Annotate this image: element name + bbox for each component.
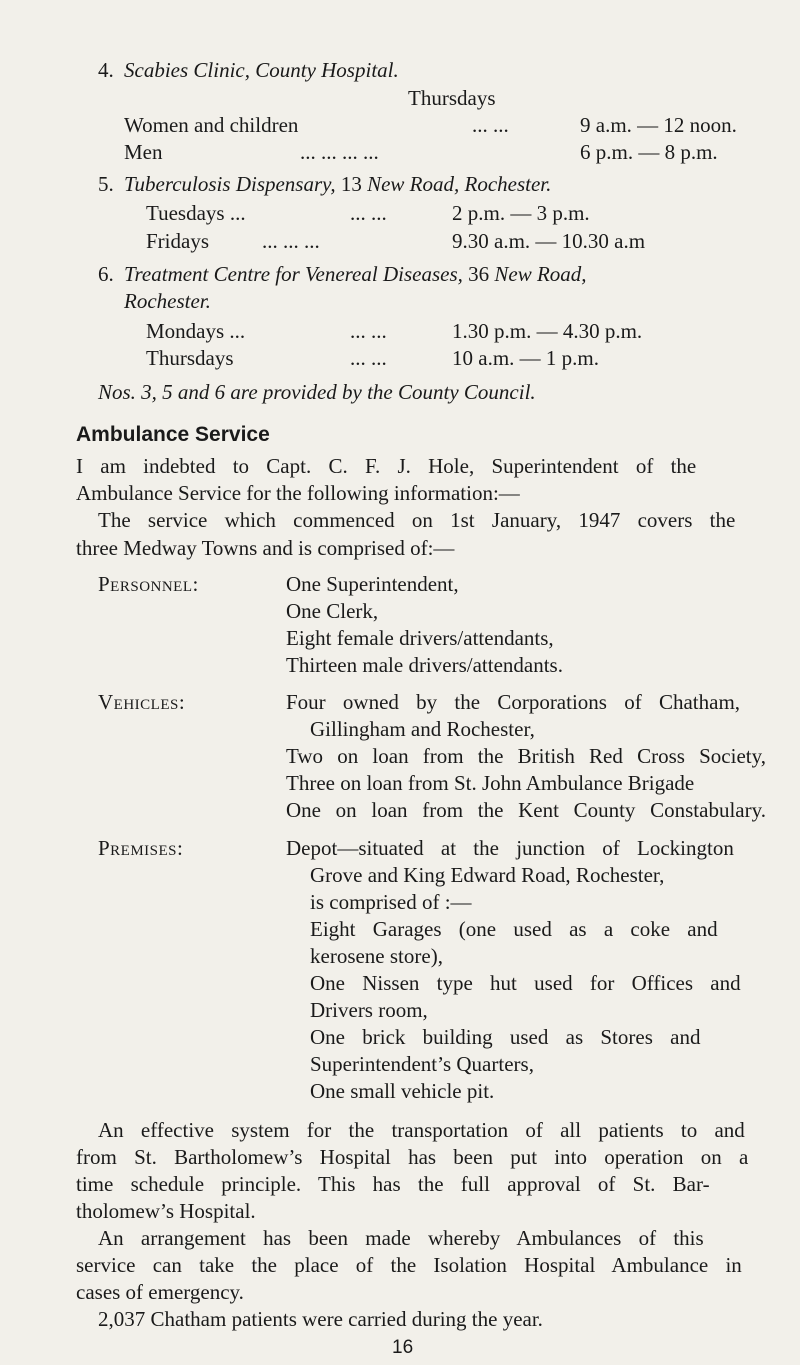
premises-item: One small vehicle pit. [310, 1079, 495, 1103]
section-4-day: Thursdays [408, 86, 496, 110]
page-number: 16 [392, 1337, 414, 1358]
vehicles-item: Two on loan from the British Red Cross Society, [286, 744, 766, 768]
section-5-title-num: 13 [340, 172, 362, 196]
row-time: 2 p.m. — 3 p.m. [452, 201, 590, 225]
section-5-title-italic: Tuberculosis Dispensary, [124, 172, 336, 196]
closing-line: cases of emergency. [76, 1280, 244, 1304]
premises-item: One brick building used as Stores and [310, 1025, 701, 1049]
vehicles-item: One on loan from the Kent County Constabulary. [286, 798, 766, 822]
personnel-item: One Superintendent, [286, 572, 459, 596]
closing-line: An effective system for the transportation of all patients to and [98, 1118, 745, 1142]
premises-item: Grove and King Edward Road, Rochester, [310, 863, 665, 887]
closing-line: tholomew’s Hospital. [76, 1199, 256, 1223]
personnel-item: Thirteen male drivers/attendants. [286, 653, 563, 677]
row-label: Tuesdays ... [146, 201, 246, 225]
section-5-title [124, 174, 551, 195]
personnel-item: One Clerk, [286, 599, 379, 623]
section-5-number: 5. [98, 172, 114, 196]
row-dots: ... ... [350, 201, 387, 225]
ambulance-heading: Ambulance Service [76, 423, 270, 446]
section-6-number: 6. [98, 262, 114, 286]
closing-line: 2,037 Chatham patients were carried during the year. [98, 1307, 543, 1331]
intro-line: Ambulance Service for the following information:— [76, 481, 520, 505]
section-4-title: Scabies Clinic, County Hospital. [124, 58, 399, 82]
row-time: 1.30 p.m. — 4.30 p.m. [452, 319, 643, 343]
row-label: Thursdays [146, 346, 234, 370]
premises-item: Depot—situated at the junction of Lockington [286, 836, 734, 860]
row-dots: ... ... [350, 319, 387, 343]
personnel-item: Eight female drivers/attendants, [286, 626, 554, 650]
section-4-number: 4. [98, 58, 114, 82]
section-6-title-italic: Treatment Centre for Venereal Diseases, [124, 262, 463, 286]
premises-item: One Nissen type hut used for Offices and [310, 971, 741, 995]
provision-note: Nos. 3, 5 and 6 are provided by the County Council. [98, 380, 536, 404]
row-dots: ... ... ... [262, 229, 320, 253]
row-label: Mondays ... [146, 319, 246, 343]
section-5-title-rest: New Road, Rochester. [367, 172, 552, 196]
row-dots: ... ... [472, 113, 509, 137]
premises-label: Premises: [98, 836, 184, 860]
vehicles-label: Vehicles: [98, 690, 186, 714]
premises-item: Eight Garages (one used as a coke and [310, 917, 718, 941]
row-label: Women and children [124, 113, 299, 137]
row-dots: ... ... ... ... [300, 140, 379, 164]
row-dots: ... ... [350, 346, 387, 370]
vehicles-item: Gillingham and Rochester, [310, 717, 535, 741]
premises-item: Drivers room, [310, 998, 428, 1022]
section-6-title-rest: New Road, [494, 262, 587, 286]
personnel-label: Personnel: [98, 572, 199, 596]
closing-line: service can take the place of the Isolation Hospital Ambulance in [76, 1253, 742, 1277]
closing-line: An arrangement has been made whereby Ambulances of this [98, 1226, 704, 1250]
row-label: Fridays [146, 229, 209, 253]
vehicles-item: Four owned by the Corporations of Chatham, [286, 690, 741, 714]
row-time: 10 a.m. — 1 p.m. [452, 346, 599, 370]
closing-line: time schedule principle. This has the full approval of St. Bar- [76, 1172, 710, 1196]
row-label: Men [124, 140, 163, 164]
row-time: 9.30 a.m. — 10.30 a.m [452, 229, 646, 253]
row-time: 9 a.m. — 12 noon. [580, 113, 737, 137]
premises-item: is comprised of :— [310, 890, 472, 914]
intro-line: The service which commenced on 1st January, 1947 covers the [98, 508, 736, 532]
section-6-title-line2: Rochester. [124, 289, 211, 313]
closing-line: from St. Bartholomew’s Hospital has been put into operation on a [76, 1145, 749, 1169]
intro-line: I am indebted to Capt. C. F. J. Hole, Superintendent of the [76, 454, 697, 478]
premises-item: kerosene store), [310, 944, 443, 968]
vehicles-item: Three on loan from St. John Ambulance Brigade [286, 771, 695, 795]
intro-line: three Medway Towns and is comprised of:— [76, 536, 455, 560]
premises-item: Superintendent’s Quarters, [310, 1052, 534, 1076]
row-time: 6 p.m. — 8 p.m. [580, 140, 718, 164]
section-6-title-num: 36 [468, 262, 490, 286]
section-6-title [124, 264, 587, 285]
